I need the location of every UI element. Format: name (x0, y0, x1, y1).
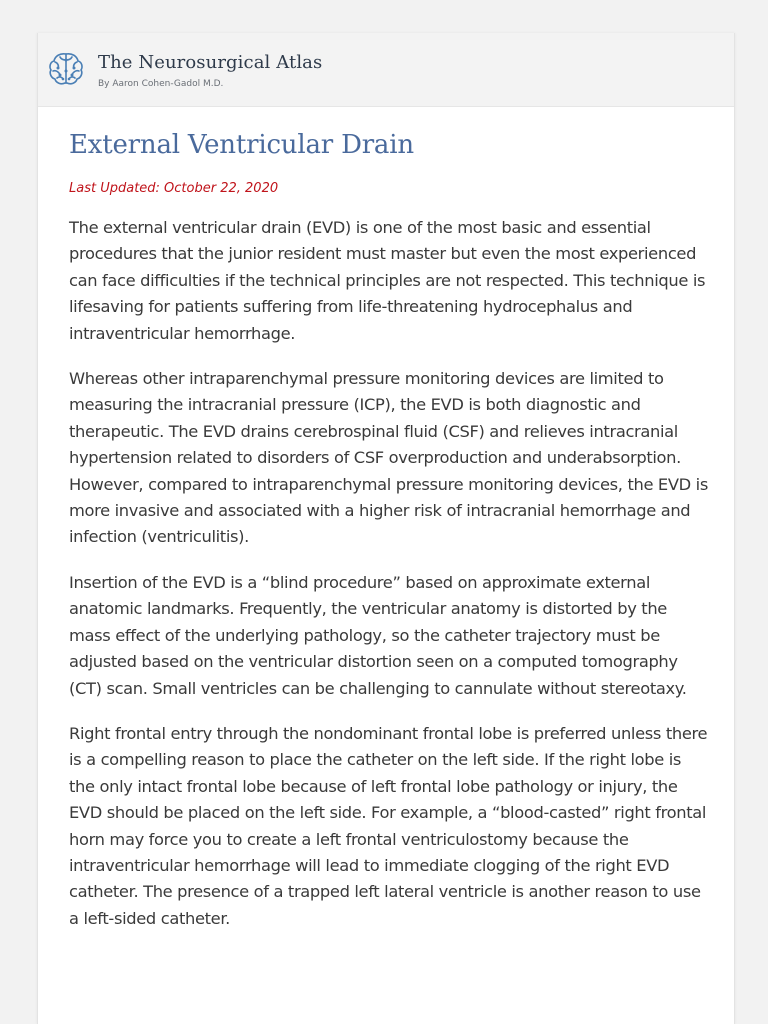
last-updated-date: Last Updated: October 22, 2020 (69, 181, 279, 196)
article-body (69, 215, 709, 951)
site-title[interactable]: The Neurosurgical Atlas (98, 52, 323, 73)
article-paragraph: Right frontal entry through the nondominant frontal lobe is preferred unless there is a compelling reason to place the catheter on the left side. If the right lobe is the only intact frontal lobe because of left frontal lobe pathology or injury, the EVD should be placed on the left side. For example, a “blood-casted” right frontal horn may force you to create a left frontal ventriculostomy because the intraventricular hemorrhage will lead to immediate clogging of the right EVD catheter. The presence of a trapped left lateral ventricle is another reason to use a left-sided catheter. (69, 723, 708, 928)
brain-icon[interactable] (46, 49, 86, 89)
article-paragraph: Whereas other intraparenchymal pressure monitoring devices are limited to measuring the intracranial pressure (ICP), the EVD is both diagnostic and therapeutic. The EVD drains cerebrospinal fluid (CSF) and relieves intracranial hypertension related to disorders of CSF overproduction and underabsorption. However, compared to intraparenchymal pressure monitoring devices, the EVD is more invasive and associated with a higher risk of intracranial hemorrhage and infection (ventriculitis). (69, 369, 708, 547)
site-byline: By Aaron Cohen-Gadol M.D. (98, 79, 224, 89)
page-title: External Ventricular Drain (69, 130, 414, 160)
site-header (38, 33, 734, 107)
article-paragraph: Insertion of the EVD is a “blind procedure” based on approximate external anatomic landmarks. Frequently, the ventricular anatomy is distorted by the mass effect of the underlying pathology, so the catheter trajectory must be adjusted based on the ventricular distortion seen on a computed tomography (CT) scan. Small ventricles can be challenging to cannulate without stereotaxy. (69, 572, 687, 698)
article-page (37, 33, 735, 1024)
article-paragraph: The external ventricular drain (EVD) is one of the most basic and essential procedures that the junior resident must master but even the most experienced can face difficulties if the technical principles are not respected. This technique is lifesaving for patients suffering from life-threatening hydrocephalus and intraventricular hemorrhage. (69, 218, 706, 343)
